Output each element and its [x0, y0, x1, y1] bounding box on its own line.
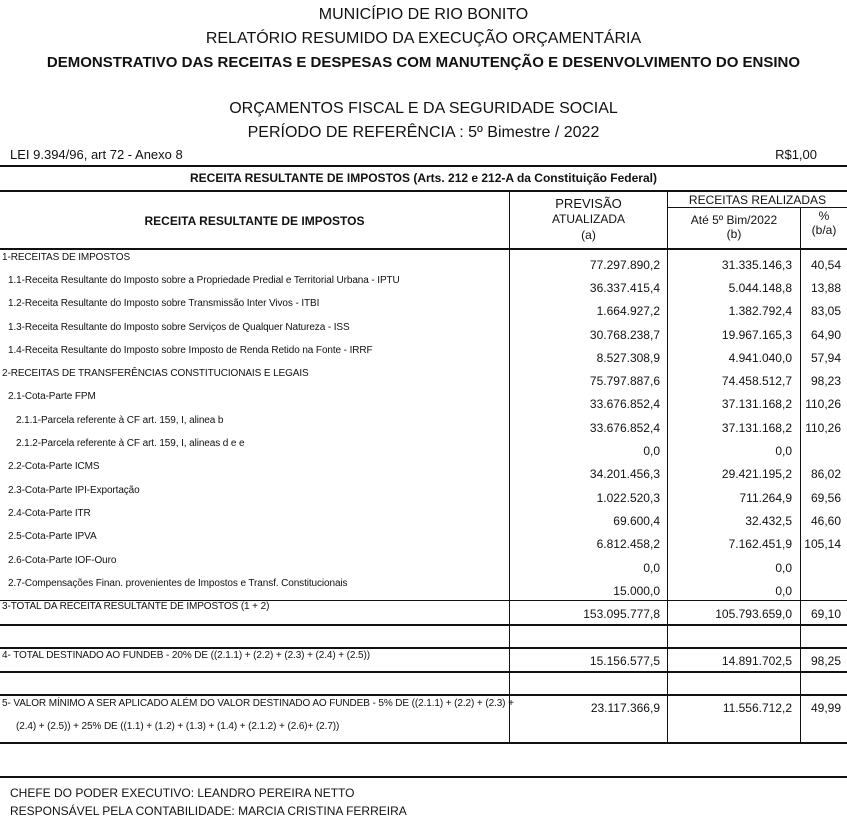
- col-header-pct-1: %: [818, 209, 830, 223]
- total-percent: 69,10: [810, 607, 841, 621]
- row-label: 2.7-Compensações Finan. provenientes de Impostos e Transf. Constitucionais: [8, 578, 348, 589]
- table-row: [0, 322, 847, 344]
- minimum-percent: 49,99: [810, 701, 841, 715]
- row-forecast: 30.768.238,7: [589, 328, 660, 342]
- fundeb-forecast: 15.156.577,5: [589, 654, 660, 668]
- table-row: [0, 438, 847, 460]
- row-percent: 57,94: [810, 351, 841, 365]
- col-header-forecast-3: (a): [581, 228, 596, 242]
- table-row: [0, 508, 847, 530]
- table-row: [0, 485, 847, 507]
- row-forecast: 15.000,0: [613, 584, 660, 598]
- minimum-label-line-1: 5- VALOR MÍNIMO A SER APLICADO ALÉM DO VALOR DESTINADO AO FUNDEB - 5% DE ((2.1.1) + (2.2) + (2.3) +: [2, 698, 514, 709]
- row-realized: 1.382.792,4: [728, 304, 792, 318]
- row-label: 2-RECEITAS DE TRANSFERÊNCIAS CONSTITUCIONAIS E LEGAIS: [2, 368, 309, 379]
- section-title: RECEITA RESULTANTE DE IMPOSTOS (Arts. 212 e 212-A da Constituição Federal): [190, 171, 657, 185]
- row-percent: 110,26: [805, 421, 841, 435]
- table-row: [0, 555, 847, 577]
- total-realized: 105.793.659,0: [715, 607, 792, 621]
- row-forecast: 0,0: [643, 444, 660, 458]
- total-row: [0, 601, 847, 623]
- row-forecast: 69.600,4: [613, 514, 660, 528]
- row-realized: 19.967.165,3: [721, 328, 792, 342]
- row-realized: 31.335.146,3: [721, 258, 792, 272]
- table-row: [0, 461, 847, 483]
- row-forecast: 1.664.927,2: [596, 304, 660, 318]
- row-label: 2.4-Cota-Parte ITR: [8, 508, 91, 519]
- fundeb-row: [0, 648, 847, 670]
- fundeb-percent: 98,25: [810, 654, 841, 668]
- table-top-rule: [0, 165, 847, 167]
- row-realized: 0,0: [775, 584, 792, 598]
- col-header-forecast-1: PREVISÃO: [555, 196, 622, 211]
- currency-unit: R$1,00: [775, 147, 817, 162]
- total-label: 3-TOTAL DA RECEITA RESULTANTE DE IMPOSTOS (1 + 2): [2, 601, 270, 612]
- row-percent: 83,05: [810, 304, 841, 318]
- row-label: 2.6-Cota-Parte IOF-Ouro: [8, 555, 117, 566]
- row-realized: 32.432,5: [745, 514, 792, 528]
- row-forecast: 6.812.458,2: [596, 537, 660, 551]
- row-percent: 46,60: [810, 514, 841, 528]
- executive-signature: CHEFE DO PODER EXECUTIVO: LEANDRO PEREIRA NETTO: [10, 786, 355, 800]
- row-realized: 4.941.040,0: [728, 351, 792, 365]
- row-label: 1.2-Receita Resultante do Imposto sobre Transmissão Inter Vivos - ITBI: [8, 298, 320, 309]
- row-forecast: 34.201.456,3: [589, 467, 660, 481]
- row-realized: 37.131.168,2: [721, 421, 792, 435]
- row-forecast: 75.797.887,6: [589, 374, 660, 388]
- row-label: 2.3-Cota-Parte IPI-Exportação: [8, 485, 140, 496]
- row-realized: 0,0: [775, 561, 792, 575]
- row-percent: 69,56: [810, 491, 841, 505]
- row-label: 2.2-Cota-Parte ICMS: [8, 461, 100, 472]
- row-label: 1.4-Receita Resultante do Imposto sobre Imposto de Renda Retido na Fonte - IRRF: [8, 345, 373, 356]
- row-forecast: 8.527.308,9: [596, 351, 660, 365]
- table-row: [0, 531, 847, 553]
- table-row: [0, 252, 847, 274]
- table-row: [0, 345, 847, 367]
- row-percent: 64,90: [810, 328, 841, 342]
- col-header-forecast-2: ATUALIZADA: [551, 212, 626, 226]
- row-forecast: 33.676.852,4: [589, 421, 660, 435]
- row-label: 2.5-Cota-Parte IPVA: [8, 531, 97, 542]
- row-forecast: 1.022.520,3: [596, 491, 660, 505]
- row-forecast: 33.676.852,4: [589, 397, 660, 411]
- row-forecast: 77.297.890,2: [589, 258, 660, 272]
- table-bottom-rule: [0, 742, 847, 744]
- statement-title: DEMONSTRATIVO DAS RECEITAS E DESPESAS COM MANUTENÇÃO E DESENVOLVIMENTO DO ENSINO: [46, 54, 801, 71]
- row-percent: 40,54: [810, 258, 841, 272]
- row-label: 2.1-Cota-Parte FPM: [8, 391, 96, 402]
- row-realized: 37.131.168,2: [721, 397, 792, 411]
- row-percent: 13,88: [810, 281, 841, 295]
- table-row: [0, 368, 847, 390]
- table-row: [0, 298, 847, 320]
- row-realized: 74.458.512,7: [721, 374, 792, 388]
- row-label: 1-RECEITAS DE IMPOSTOS: [2, 252, 131, 263]
- col-header-realized: RECEITAS REALIZADAS: [688, 193, 827, 207]
- law-reference: LEI 9.394/96, art 72 - Anexo 8: [10, 147, 183, 162]
- row-realized: 711.264,9: [739, 491, 792, 505]
- total-bottom-rule: [0, 624, 847, 626]
- period-title: PERÍODO DE REFERÊNCIA : 5º Bimestre / 2022: [247, 124, 600, 141]
- col-header-until-1: Até 5º Bim/2022: [690, 213, 778, 227]
- minimum-label-line-2: (2.4) + (2.5)) + 25% DE ((1.1) + (1.2) + (1.3) + (1.4) + (2.1.2) + (2.6)+ (2.7)): [16, 721, 340, 732]
- table-row: [0, 391, 847, 413]
- fundeb-bottom-rule: [0, 671, 847, 673]
- fundeb-realized: 14.891.702,5: [721, 654, 792, 668]
- row-forecast: 0,0: [643, 561, 660, 575]
- header-bottom-rule: [0, 248, 847, 250]
- row-realized: 5.044.148,8: [728, 281, 792, 295]
- row-percent: 86,02: [810, 467, 841, 481]
- row-percent: 110,26: [805, 397, 841, 411]
- row-percent: 105,14: [804, 537, 841, 551]
- budgets-title: ORÇAMENTOS FISCAL E DA SEGURIDADE SOCIAL: [229, 100, 618, 117]
- row-percent: 98,23: [810, 374, 841, 388]
- footer-rule: [0, 776, 847, 778]
- accounting-signature: RESPONSÁVEL PELA CONTABILIDADE: MARCIA CRISTINA FERREIRA: [10, 804, 407, 818]
- fundeb-label: 4- TOTAL DESTINADO AO FUNDEB - 20% DE ((2.1.1) + (2.2) + (2.3) + (2.4) + (2.5)): [2, 650, 370, 661]
- col-header-label: RECEITA RESULTANTE DE IMPOSTOS: [144, 214, 365, 228]
- col-header-until-2: (b): [726, 227, 742, 241]
- row-label: 1.1-Receita Resultante do Imposto sobre a Propriedade Predial e Territorial Urbana - IPTU: [8, 275, 400, 286]
- section-rule: [0, 190, 847, 192]
- minimum-forecast: 23.117.366,9: [590, 701, 660, 715]
- row-label: 2.1.2-Parcela referente à CF art. 159, I, alineas d e e: [16, 438, 245, 449]
- table-row: [0, 275, 847, 297]
- realized-rule: [668, 207, 847, 208]
- col-header-pct-2: (b/a): [811, 223, 837, 237]
- row-label: 1.3-Receita Resultante do Imposto sobre Serviços de Qualquer Natureza - ISS: [8, 322, 350, 333]
- municipality-title: MUNICÍPIO DE RIO BONITO: [318, 6, 529, 23]
- total-forecast: 153.095.777,8: [583, 607, 660, 621]
- row-forecast: 36.337.415,4: [589, 281, 660, 295]
- minimum-realized: 11.556.712,2: [722, 701, 792, 715]
- table-row: [0, 415, 847, 437]
- row-realized: 29.421.195,2: [721, 467, 792, 481]
- minimum-row: [0, 695, 847, 741]
- row-realized: 0,0: [775, 444, 792, 458]
- report-title: RELATÓRIO RESUMIDO DA EXECUÇÃO ORÇAMENTÁRIA: [205, 30, 642, 47]
- table-row: [0, 578, 847, 600]
- row-label: 2.1.1-Parcela referente à CF art. 159, I, alinea b: [16, 415, 224, 426]
- row-realized: 7.162.451,9: [728, 537, 792, 551]
